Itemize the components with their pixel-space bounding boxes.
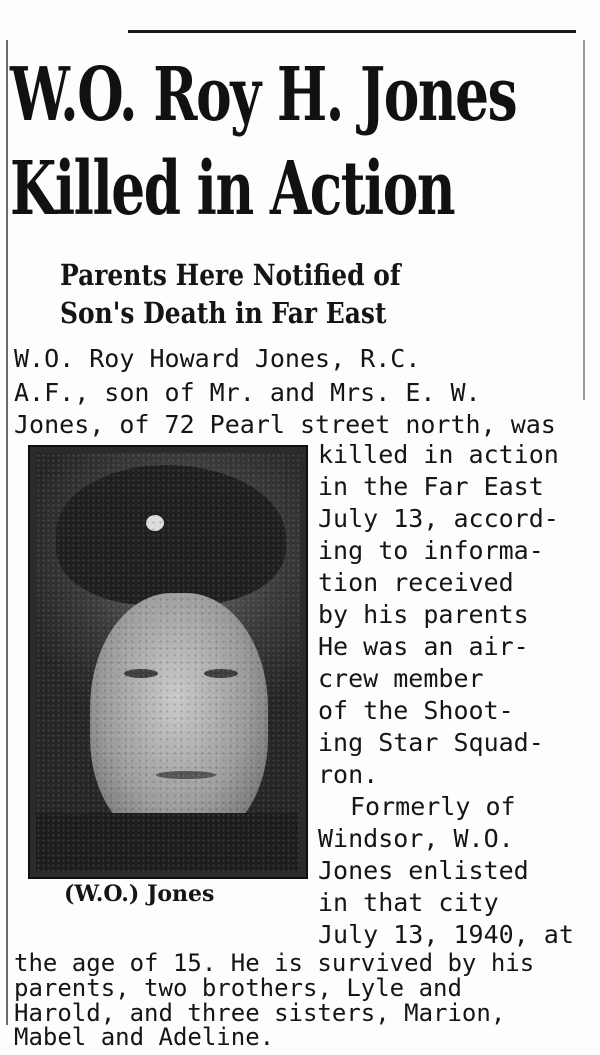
body-line: tion received	[318, 568, 514, 597]
body-line: Jones, of 72 Pearl street north, was	[14, 410, 556, 439]
body-line: of the Shoot-	[318, 696, 514, 725]
body-line: ron.	[318, 760, 379, 789]
halftone-grain	[36, 453, 300, 871]
portrait-image	[36, 453, 300, 871]
body-line: in that city	[318, 888, 499, 917]
headline-line-2: Killed in Action	[10, 146, 455, 232]
right-border	[583, 40, 585, 400]
body-line: Jones enlisted	[318, 856, 529, 885]
body-line: July 13, 1940, at	[318, 920, 574, 949]
body-line: July 13, accord-	[318, 504, 559, 533]
body-line: Formerly of	[350, 792, 516, 821]
headline-line-1: W.O. Roy H. Jones	[10, 52, 517, 138]
body-line: Mabel and Adeline.	[14, 1023, 275, 1051]
body-line: Harold, and three sisters, Marion,	[14, 999, 506, 1027]
body-line: ing to informa-	[318, 536, 544, 565]
portrait-photo	[28, 445, 308, 879]
top-rule	[128, 30, 576, 33]
body-line: Windsor, W.O.	[318, 824, 514, 853]
body-line: parents, two brothers, Lyle and	[14, 974, 462, 1002]
body-line: W.O. Roy Howard Jones, R.C.	[14, 344, 421, 373]
body-line: by his parents	[318, 600, 529, 629]
left-border	[6, 40, 8, 1025]
body-line: killed in action	[318, 440, 559, 469]
body-line: ing Star Squad-	[318, 728, 544, 757]
photo-caption: (W.O.) Jones	[64, 881, 215, 907]
body-line: crew member	[318, 664, 484, 693]
body-line: in the Far East	[318, 472, 544, 501]
subhead-line-2: Son's Death in Far East	[60, 296, 387, 330]
body-line: the age of 15. He is survived by his	[14, 949, 535, 977]
subhead-line-1: Parents Here Notified of	[60, 258, 401, 292]
body-line: A.F., son of Mr. and Mrs. E. W.	[14, 378, 481, 407]
body-line: He was an air-	[318, 632, 529, 661]
